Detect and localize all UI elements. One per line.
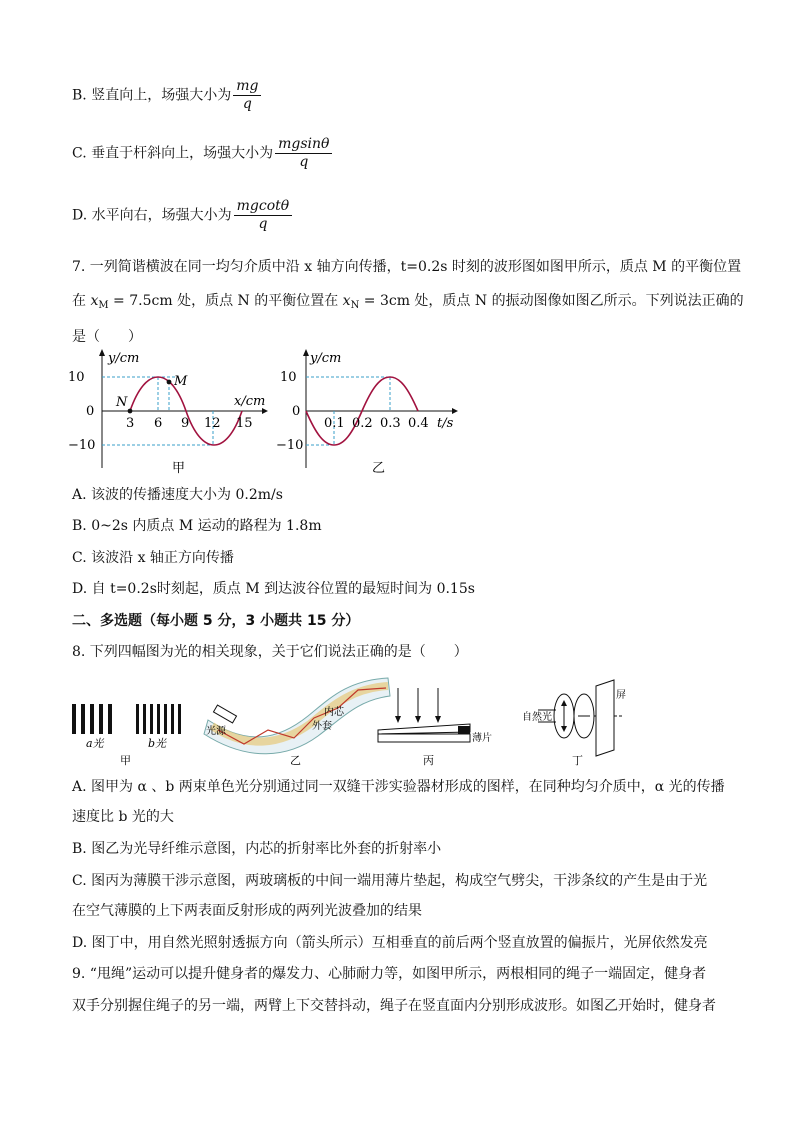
q8-option-a-line2: 速度比 b 光的大	[72, 809, 174, 825]
q9-stem-line2: 双手分别握住绳子的另一端，两臂上下交替抖动，绳子在竖直面内分别形成波形。如图乙开始时，健身者	[72, 998, 716, 1014]
x-tick-6: 6	[154, 416, 163, 431]
y-axis-label: y/cm	[108, 351, 140, 366]
x-tick-3: 3	[126, 416, 135, 431]
y-tick-bottom: −10	[68, 438, 96, 453]
core-label: 内芯	[324, 707, 344, 718]
x-tick-12: 12	[204, 416, 221, 431]
x-tick-15: 15	[236, 416, 253, 431]
q8-stem: 8. 下列四幅图为光的相关现象，关于它们说法正确的是（ ）	[72, 644, 468, 660]
section-heading-multi-choice: 二、多选题（每小题 5 分，3 小题共 15 分）	[72, 613, 360, 629]
y-tick-bottom: −10	[276, 438, 304, 453]
q7-option-d: D. 自 t=0.2s时刻起，质点 M 到达波谷位置的最短时间为 0.15s	[72, 581, 475, 597]
q7-option-a: A. 该波的传播速度大小为 0.2m/s	[72, 487, 283, 503]
fraction: $\frac{mgsin\theta}{q}$	[275, 136, 332, 171]
x-axis-label: x/cm	[234, 394, 266, 409]
x-axis-label: t/s	[437, 416, 454, 431]
caption-jia: 甲	[172, 461, 186, 476]
q6-option-c: C. 垂直于杆斜向上，场强大小为 $\frac{mgsin\theta}{q}$	[72, 136, 332, 171]
cladding-label: 外套	[312, 721, 332, 732]
y-tick-zero: 0	[86, 404, 95, 419]
wave-graph-jia	[68, 348, 268, 474]
y-axis-label: y/cm	[310, 351, 342, 366]
q8-option-c-line1: C. 图丙为薄膜干涉示意图，两玻璃板的中间一端用薄片垫起，构成空气劈尖，干涉条纹的产生是由于光	[72, 873, 708, 889]
optical-fiber	[204, 678, 390, 754]
y-tick-top: 10	[280, 370, 297, 385]
point-n-label: N	[116, 395, 128, 410]
caption-ding: 丁	[572, 754, 583, 767]
caption-yi: 乙	[372, 461, 386, 476]
caption-bing: 丙	[423, 754, 434, 767]
q7-stem-line2: 在 $x_M = 7.5cm$ 处，质点 N 的平衡位置在 $x_N = 3cm$ 处，质点 N 的振动图像如图乙所示。下列说法正确的	[72, 293, 744, 311]
light-phenomena-figures	[68, 668, 728, 770]
t-tick-0.3: 0.3	[380, 416, 401, 431]
q8-option-b: B. 图乙为光导纤维示意图，内芯的折射率比外套的折射率小	[72, 841, 442, 857]
q8-option-d: D. 图丁中，用自然光照射透振方向（箭头所示）互相垂直的前后两个竖直放置的偏振片，光屏依然发亮	[72, 935, 708, 951]
thin-film-wedge	[378, 688, 470, 742]
q9-stem-line1: 9. “甩绳”运动可以提升健身者的爆发力、心肺耐力等，如图甲所示，两根相同的绳子一端固定，健身者	[72, 966, 707, 982]
fringes-b	[136, 704, 181, 734]
screen-label: 屏	[616, 690, 626, 701]
b-light-label: b光	[148, 737, 167, 750]
fringes-a	[72, 704, 112, 734]
q8-option-a-line1: A. 图甲为 α 、b 两束单色光分别通过同一双缝干涉实验器材形成的图样，在同种均匀介质中，α 光的传播	[72, 779, 725, 795]
y-tick-top: 10	[68, 370, 85, 385]
light-source-label: 光源	[206, 726, 226, 737]
y-tick-zero: 0	[292, 404, 301, 419]
t-tick-0.2: 0.2	[352, 416, 373, 431]
t-tick-0.1: 0.1	[324, 416, 345, 431]
fraction: $\frac{mg}{q}$	[233, 78, 261, 113]
q7-option-b: B. 0~2s 内质点 M 运动的路程为 1.8m	[72, 518, 322, 534]
vibration-graph-yi	[276, 348, 460, 476]
point-m-label: M	[174, 374, 188, 389]
q7-stem-line1: 7. 一列简谐横波在同一均匀介质中沿 x 轴方向传播，t=0.2s 时刻的波形图如图甲所示，质点 M 的平衡位置	[72, 259, 742, 275]
shim-label: 薄片	[472, 733, 492, 744]
a-light-label: a光	[86, 737, 104, 750]
caption-yi: 乙	[290, 754, 301, 767]
caption-jia: 甲	[120, 754, 131, 767]
q6-option-b: B. 竖直向上，场强大小为 $\frac{mg}{q}$	[72, 78, 261, 113]
q7-option-c: C. 该波沿 x 轴正方向传播	[72, 550, 234, 566]
q7-stem-line3: 是（ ）	[72, 329, 142, 345]
q6-option-d: D. 水平向右，场强大小为 $\frac{mgcot\theta}{q}$	[72, 198, 292, 233]
fraction: $\frac{mgcot\theta}{q}$	[234, 198, 293, 233]
t-tick-0.4: 0.4	[408, 416, 429, 431]
q8-option-c-line2: 在空气薄膜的上下两表面反射形成的两列光波叠加的结果	[72, 903, 422, 919]
x-tick-9: 9	[181, 416, 190, 431]
natural-light-label: 自然光	[522, 712, 552, 723]
